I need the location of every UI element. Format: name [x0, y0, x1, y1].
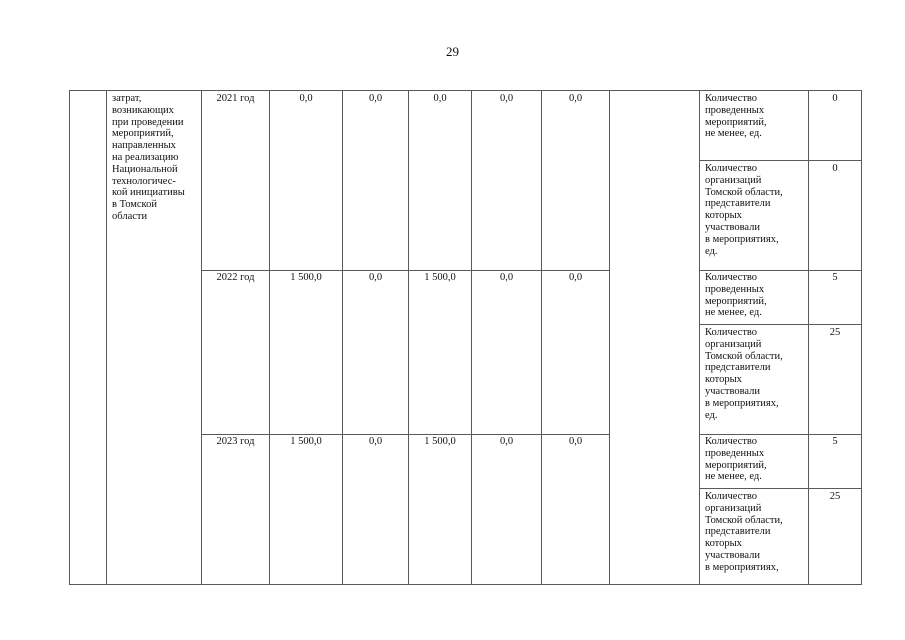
indicator-value: 25: [829, 327, 841, 338]
amount-cell: 0,0: [499, 436, 514, 447]
indicator-label: Количество проведенных мероприятий, не менее, ед.: [705, 272, 767, 319]
indicator-value: 25: [829, 491, 841, 502]
indicator-value: 0: [832, 93, 838, 104]
amount-cell: 1 500,0: [424, 272, 456, 283]
amount-cell: 0,0: [368, 272, 383, 283]
amount-cell: 0,0: [568, 93, 583, 104]
indicator-value: 5: [832, 436, 838, 447]
year-cell: 2023 год: [216, 436, 255, 447]
col-divider: [408, 90, 409, 585]
amount-cell: 0,0: [368, 436, 383, 447]
col-divider: [201, 90, 202, 585]
indicator-label: Количество организаций Томской области, представители которых участвовали в мероприятиях,: [705, 491, 783, 573]
row-divider: [201, 270, 610, 271]
indicator-value: 5: [832, 272, 838, 283]
col-divider: [269, 90, 270, 585]
table-border-left: [69, 90, 70, 585]
indicator-label: Количество проведенных мероприятий, не менее, ед.: [705, 436, 767, 483]
indicator-label: Количество проведенных мероприятий, не менее, ед.: [705, 93, 767, 140]
year-cell: 2021 год: [216, 93, 255, 104]
col-divider: [342, 90, 343, 585]
indicator-divider: [699, 160, 862, 161]
col-divider: [471, 90, 472, 585]
total-cell: 1 500,0: [290, 436, 322, 447]
year-cell: 2022 год: [216, 272, 255, 283]
indicator-label: Количество организаций Томской области, представители которых участвовали в мероприятиях, ед.: [705, 327, 783, 421]
indicator-divider: [699, 324, 862, 325]
indicator-label: Количество организаций Томской области, представители которых участвовали в мероприятиях, ед.: [705, 163, 783, 257]
amount-cell: 0,0: [568, 436, 583, 447]
table-border-top: [69, 90, 862, 91]
amount-cell: 0,0: [499, 272, 514, 283]
total-cell: 1 500,0: [290, 272, 322, 283]
total-cell: 0,0: [299, 93, 313, 104]
indicator-divider: [699, 434, 862, 435]
table-border-bottom: [69, 584, 862, 585]
amount-cell: 0,0: [499, 93, 514, 104]
indicator-value: 0: [832, 163, 838, 174]
col-divider: [541, 90, 542, 585]
row-divider: [201, 434, 610, 435]
amount-cell: 0,0: [433, 93, 447, 104]
amount-cell: 0,0: [368, 93, 383, 104]
amount-cell: 1 500,0: [424, 436, 456, 447]
col-divider: [609, 90, 610, 585]
page-number: 29: [446, 44, 459, 59]
col-divider: [106, 90, 107, 585]
table-border-right: [861, 90, 862, 585]
indicator-divider: [699, 488, 862, 489]
amount-cell: 0,0: [568, 272, 583, 283]
indicator-divider: [699, 270, 862, 271]
purpose-text: затрат, возникающих при проведении мероприятий, направленных на реализацию Национальной технологичес- кой инициативы в Томской области: [112, 93, 185, 222]
